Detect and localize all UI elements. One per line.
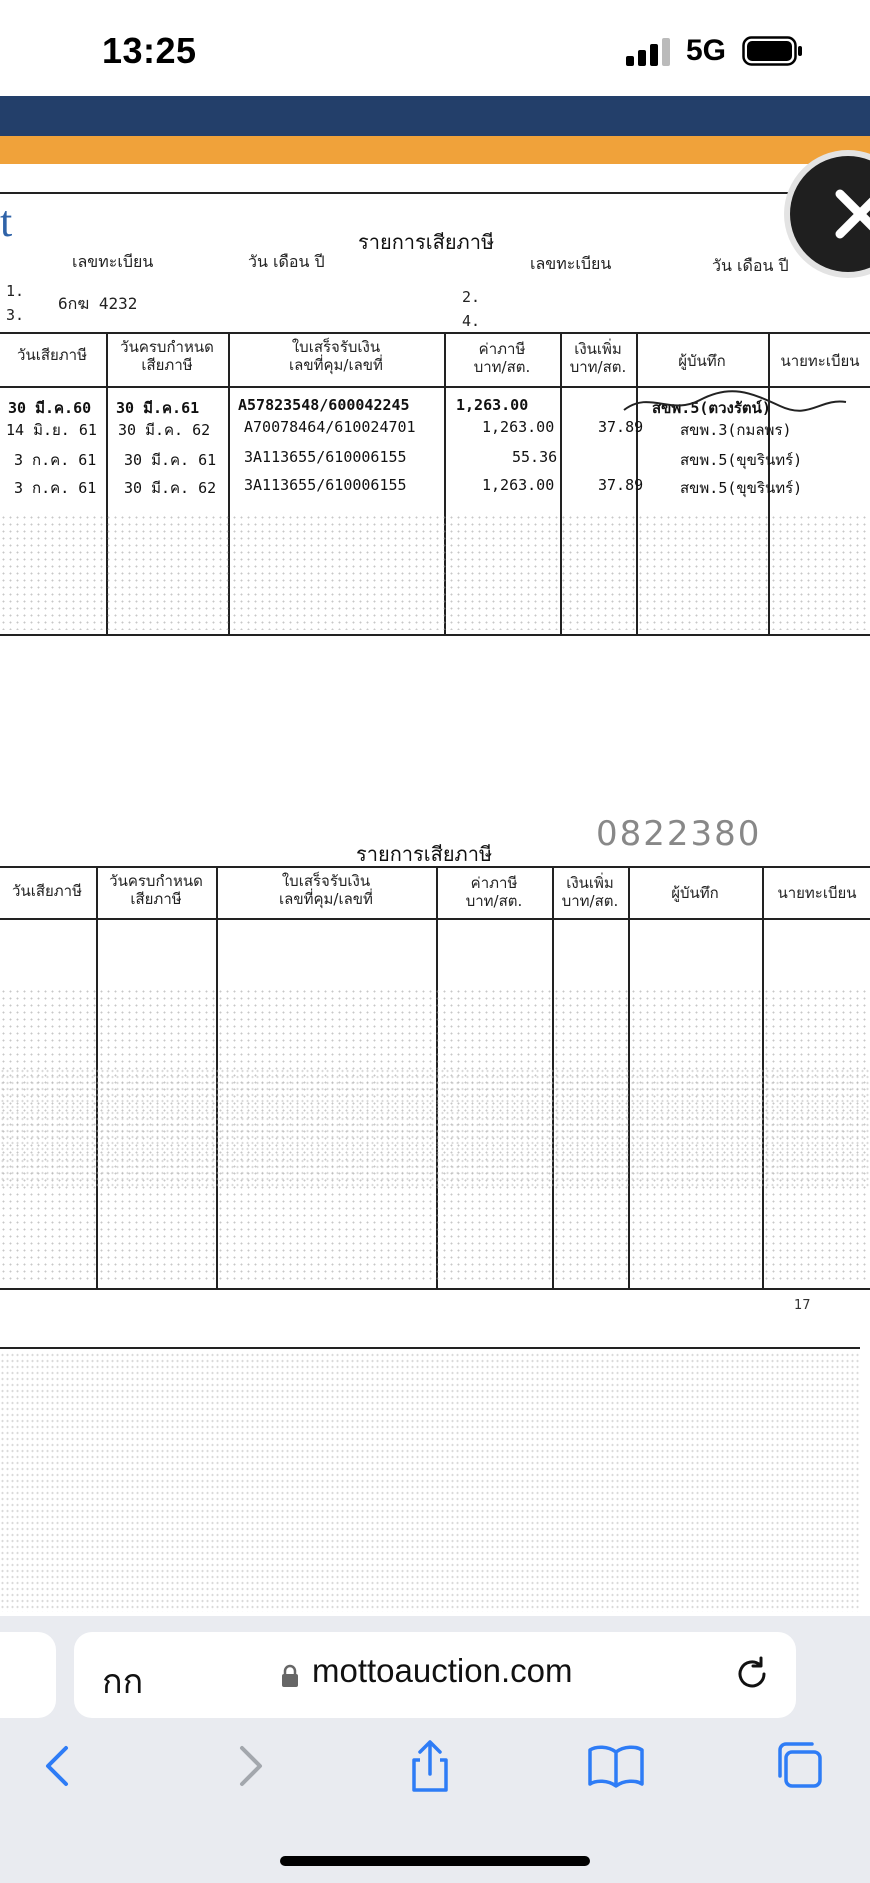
page-number: 17 — [794, 1298, 811, 1313]
cellular-signal-icon — [626, 38, 672, 66]
lock-icon — [280, 1664, 300, 1688]
tabs-icon[interactable] — [770, 1736, 830, 1796]
row-number-1: 1. — [6, 282, 25, 300]
chevron-left-icon[interactable] — [30, 1736, 90, 1796]
page-title-fragment: t — [0, 197, 13, 246]
date-label-right: วัน เดือน ปี — [712, 256, 789, 275]
table1-header: วันเสียภาษี — [17, 346, 87, 364]
table-cell: 1,263.00 — [482, 418, 555, 436]
table1-header: ผู้บันทึก — [678, 352, 726, 370]
address-bar[interactable] — [74, 1632, 796, 1718]
row-number-4: 4. — [462, 312, 481, 330]
section1-title: รายการเสียภาษี — [358, 230, 495, 254]
chevron-right-icon[interactable] — [218, 1736, 278, 1796]
document-top-rule — [0, 192, 800, 194]
table-cell: 1,263.00 — [482, 476, 555, 494]
table-cell: 30 มี.ค. 62 — [124, 479, 217, 497]
site-header-bar — [0, 96, 870, 136]
table2-header: นายทะเบียน — [777, 884, 857, 902]
date-label-left: วัน เดือน ปี — [248, 252, 325, 271]
table-cell: 3 ก.ค. 61 — [14, 451, 97, 469]
tax-table-1 — [0, 332, 870, 636]
document-bottom-rule — [0, 1347, 860, 1349]
table-cell: 3A113655/610006155 — [244, 476, 407, 494]
table2-header: เงินเพิ่ม บาท/สต. — [561, 874, 619, 910]
table-cell: สขพ.5(ขุขรินทร์) — [680, 479, 803, 497]
status-bar — [0, 0, 870, 96]
site-accent-bar — [0, 136, 870, 164]
page-settings-button[interactable]: กก — [102, 1663, 144, 1701]
table-cell: A70078464/610024701 — [244, 418, 416, 436]
table1-header: เงินเพิ่ม บาท/สต. — [569, 340, 627, 376]
table2-header-rule — [0, 918, 870, 920]
row-number-3: 3. — [6, 306, 25, 324]
book-icon[interactable] — [586, 1736, 646, 1796]
table1-header: นายทะเบียน — [780, 352, 860, 370]
tax-table-2 — [0, 866, 870, 1290]
table2-header: วันครบกำหนด เสียภาษี — [109, 872, 203, 908]
scan-noise — [0, 514, 870, 630]
table-cell: 3 ก.ค. 61 — [14, 479, 97, 497]
share-icon[interactable] — [400, 1736, 460, 1796]
web-page — [0, 96, 870, 1616]
reg-label-right: เลขทะเบียน — [530, 254, 612, 273]
table-cell: 37.89 — [598, 418, 644, 436]
scan-noise — [0, 1068, 870, 1188]
plate-number: 6กฆ 4232 — [58, 294, 138, 313]
close-button[interactable] — [790, 156, 870, 272]
status-time: 13:25 — [102, 30, 197, 71]
table-cell: 30 มี.ค.61 — [116, 399, 200, 417]
scan-noise — [0, 1352, 860, 1612]
section2-title: รายการเสียภาษี — [356, 842, 493, 866]
table-cell: 37.89 — [598, 476, 644, 494]
table2-header: ค่าภาษี บาท/สต. — [465, 874, 523, 910]
home-indicator — [280, 1856, 590, 1866]
reload-icon[interactable] — [734, 1656, 770, 1692]
table1-header: วันครบกำหนด เสียภาษี — [120, 338, 214, 374]
table-cell: สขพ.5(ขุขรินทร์) — [680, 451, 803, 469]
table1-header: ค่าภาษี บาท/สต. — [473, 340, 531, 376]
network-type: 5G — [686, 34, 727, 67]
table-cell: 30 มี.ค. 62 — [118, 421, 211, 439]
table1-header: ใบเสร็จรับเงิน เลขที่คุม/เลขที่ — [289, 338, 383, 374]
battery-icon — [742, 36, 804, 66]
row-number-2: 2. — [462, 288, 481, 306]
table-cell: สขพ.5(ตวงรัตน์) — [652, 399, 771, 417]
table-cell: 30 มี.ค. 61 — [124, 451, 217, 469]
reg-label-left: เลขทะเบียน — [72, 252, 154, 271]
table-cell: สขพ.3(กมลพร) — [680, 421, 792, 439]
table-cell: A57823548/600042245 — [238, 396, 410, 414]
close-icon — [830, 186, 870, 246]
handwritten-signature — [620, 388, 850, 418]
browser-toolbar — [0, 1616, 870, 1883]
table-cell: 30 มี.ค.60 — [8, 399, 92, 417]
table2-header: วันเสียภาษี — [12, 882, 82, 900]
table-cell: 55.36 — [512, 448, 558, 466]
table2-header: ผู้บันทึก — [671, 884, 719, 902]
table-cell: 1,263.00 — [456, 396, 529, 414]
table2-header: ใบเสร็จรับเงิน เลขที่คุม/เลขที่ — [279, 872, 373, 908]
previous-tab-preview[interactable] — [0, 1632, 56, 1718]
url-text[interactable]: mottoauction.com — [312, 1652, 573, 1689]
document-serial-number: 0822380 — [596, 814, 762, 854]
table-cell: 14 มิ.ย. 61 — [6, 421, 97, 439]
table-cell: 3A113655/610006155 — [244, 448, 407, 466]
